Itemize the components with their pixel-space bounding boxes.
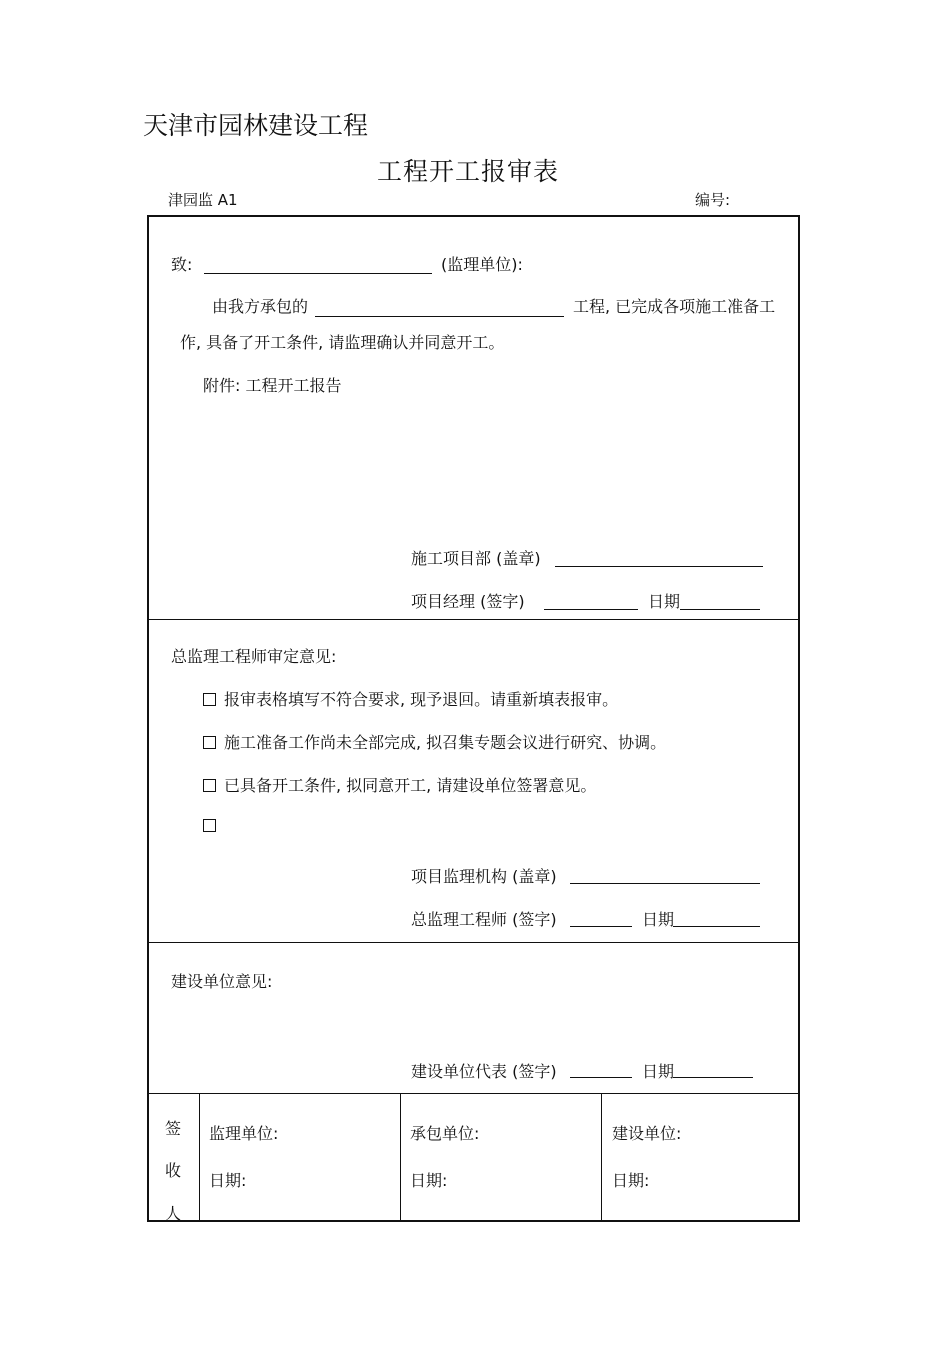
section-divider [147, 619, 800, 620]
section-divider [147, 942, 800, 943]
form-title: 工程开工报审表 [376, 157, 559, 186]
date-label: 日期 [642, 1062, 675, 1081]
checkbox-icon[interactable] [203, 779, 216, 792]
review-option[interactable]: 已具备开工条件, 拟同意开工, 请建设单位签署意见。 [203, 773, 596, 796]
checkbox-icon[interactable] [203, 693, 216, 706]
receipt-side-char: 签 [165, 1119, 182, 1138]
column-divider [601, 1093, 602, 1222]
body-prefix: 由我方承包的 [212, 297, 309, 316]
project-name-field[interactable] [315, 316, 564, 317]
receipt-unit-label: 承包单位: [410, 1124, 480, 1143]
date-field[interactable] [680, 609, 760, 610]
receipt-date-label: 日期: [612, 1171, 650, 1190]
receipt-date-label: 日期: [209, 1171, 247, 1190]
checkbox-icon[interactable] [203, 819, 216, 832]
checkbox-icon[interactable] [203, 736, 216, 749]
to-label: 致: [171, 255, 193, 274]
date-label: 日期 [642, 910, 675, 929]
receipt-side-char: 人 [165, 1204, 182, 1223]
receipt-unit-label: 监理单位: [209, 1124, 279, 1143]
review-option[interactable]: 施工准备工作尚未全部完成, 拟召集专题会议进行研究、协调。 [203, 730, 666, 753]
supervisor-unit-label: (监理单位): [441, 255, 523, 274]
attachment-note: 附件: 工程开工报告 [203, 376, 342, 395]
supervision-agency-stamp-label: 项目监理机构 (盖章) [411, 867, 557, 886]
review-option[interactable] [203, 816, 224, 835]
owner-heading: 建设单位意见: [171, 972, 273, 991]
owner-rep-signature-field[interactable] [570, 1077, 632, 1078]
section-divider [147, 1093, 800, 1094]
supervision-agency-stamp-field[interactable] [570, 883, 760, 884]
form-code: 津园监 A1 [168, 191, 238, 209]
receipt-unit-label: 建设单位: [612, 1124, 682, 1143]
project-manager-signature-field[interactable] [544, 609, 638, 610]
construction-dept-stamp-field[interactable] [555, 566, 763, 567]
body-suffix: 工程, 已完成各项施工准备工 [573, 297, 776, 316]
date-field[interactable] [673, 926, 760, 927]
organization-name: 天津市园林建设工程 [143, 111, 369, 140]
column-divider [199, 1093, 200, 1222]
project-manager-label: 项目经理 (签字) [411, 592, 525, 611]
column-divider [400, 1093, 401, 1222]
receipt-date-label: 日期: [410, 1171, 448, 1190]
date-label: 日期 [648, 592, 681, 611]
review-option[interactable]: 报审表格填写不符合要求, 现予退回。请重新填表报审。 [203, 687, 618, 710]
chief-engineer-signature-field[interactable] [570, 926, 632, 927]
date-field[interactable] [673, 1077, 753, 1078]
supervisor-unit-field[interactable] [204, 273, 432, 274]
receipt-side-char: 收 [165, 1161, 182, 1180]
chief-engineer-label: 总监理工程师 (签字) [411, 910, 557, 929]
construction-dept-stamp-label: 施工项目部 (盖章) [411, 549, 541, 568]
body-line-2: 作, 具备了开工条件, 请监理确认并同意开工。 [180, 333, 505, 352]
serial-number-label: 编号: [695, 191, 731, 209]
review-heading: 总监理工程师审定意见: [171, 647, 337, 666]
owner-rep-label: 建设单位代表 (签字) [411, 1062, 557, 1081]
